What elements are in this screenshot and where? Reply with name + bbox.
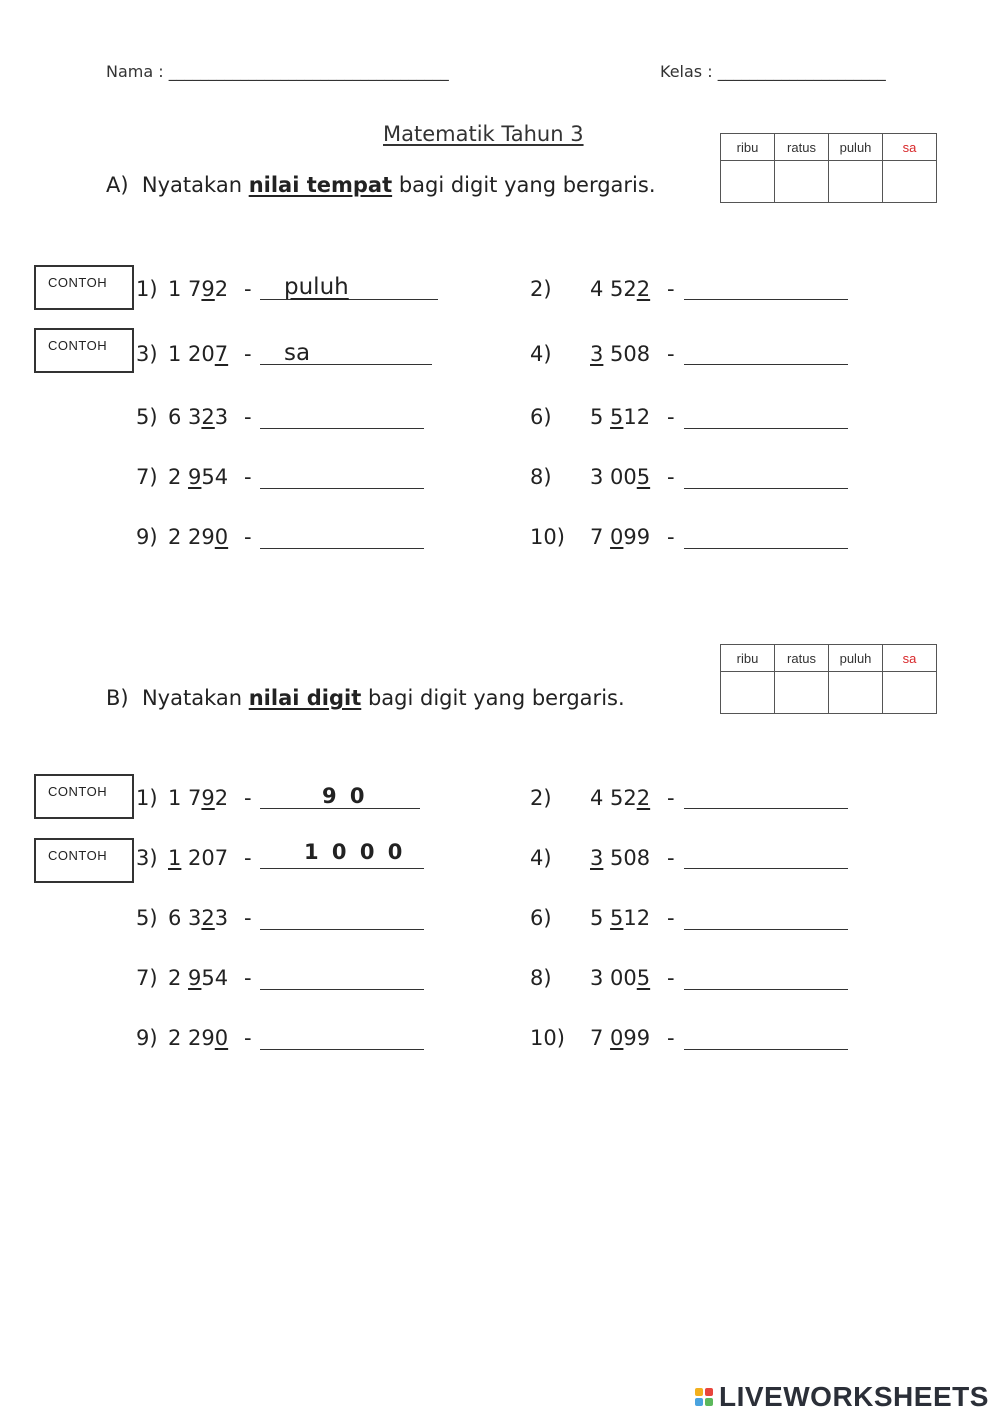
answer-blank-b9[interactable] [260,1049,424,1050]
pv-cell[interactable] [775,672,829,714]
section-b-instr-pre: Nyatakan [141,686,243,710]
pv-cell[interactable] [775,161,829,203]
answer-a1: puluh [284,274,349,300]
answer-blank-b1[interactable] [260,808,420,809]
answer-blank-b5[interactable] [260,929,424,930]
question-number: 3 005 [590,465,651,489]
pv-header-ribu: ribu [721,134,775,161]
answer-blank-b6[interactable] [684,929,848,930]
section-a-instruction [106,173,656,197]
example-box-b3: CONTOH [34,838,134,883]
question-number: 1 792 [168,277,229,301]
answer-blank-a7[interactable] [260,488,424,489]
pv-header-ratus: ratus [775,645,829,672]
section-b-letter: B) [106,686,129,710]
example-box-b1: CONTOH [34,774,134,819]
answer-b3: 1 0 0 0 [304,840,406,864]
pv-cell[interactable] [721,672,775,714]
question-number: 1 207 [168,846,229,870]
question-number: 3 508 [590,342,651,366]
answer-blank-b2[interactable] [684,808,848,809]
answer-blank-b3[interactable] [260,868,424,869]
pv-header-ratus: ratus [775,134,829,161]
pv-header-puluh: puluh [829,134,883,161]
page-title: Matematik Tahun 3 [383,122,584,146]
question-number: 4 522 [590,277,651,301]
question-number: 2 954 [168,966,229,990]
answer-blank-a9[interactable] [260,548,424,549]
answer-blank-a10[interactable] [684,548,848,549]
answer-blank-a2[interactable] [684,299,848,300]
example-box-a1: CONTOH [34,265,134,310]
pv-cell[interactable] [829,161,883,203]
answer-blank-a6[interactable] [684,428,848,429]
question-number: 2 290 [168,1026,229,1050]
question-number: 4 522 [590,786,651,810]
answer-b1: 9 0 [322,784,368,808]
question-number: 6 323 [168,405,229,429]
question-number: 2 954 [168,465,229,489]
question-number: 3 005 [590,966,651,990]
section-a-instr-bold: nilai tempat [248,173,393,197]
question-number: 6 323 [168,906,229,930]
name-field-label: Nama : ___________________________________ [106,62,449,81]
pv-cell[interactable] [721,161,775,203]
question-number: 1 792 [168,786,229,810]
answer-blank-b7[interactable] [260,989,424,990]
answer-blank-b4[interactable] [684,868,848,869]
section-a-letter: A) [106,173,129,197]
question-label: 1) [136,277,158,301]
pv-cell[interactable] [883,672,937,714]
answer-blank-b10[interactable] [684,1049,848,1050]
pv-header-sa: sa [883,134,937,161]
answer-blank-a5[interactable] [260,428,424,429]
liveworksheets-logo [695,1379,989,1415]
question-number: 3 508 [590,846,651,870]
answer-blank-b8[interactable] [684,989,848,990]
question-number: 1 207 [168,342,229,366]
class-field-label: Kelas : _____________________ [660,62,886,81]
pv-header-ribu: ribu [721,645,775,672]
pv-cell[interactable] [883,161,937,203]
question-number: 7 099 [590,1026,651,1050]
example-box-a3: CONTOH [34,328,134,373]
pv-cell[interactable] [829,672,883,714]
question-number: 2 290 [168,525,229,549]
liveworksheets-brand: LIVEWORKSHEETS [719,1381,989,1412]
section-b-instruction [106,686,625,710]
liveworksheets-logo-icon [695,1388,713,1406]
pv-header-puluh: puluh [829,645,883,672]
answer-blank-a4[interactable] [684,364,848,365]
answer-blank-a8[interactable] [684,488,848,489]
section-b-instr-bold: nilai digit [248,686,362,710]
answer-a3: sa [284,340,311,366]
section-b-instr-post: bagi digit yang bergaris. [367,686,625,710]
place-value-table-b [720,644,937,714]
question-number: 5 512 [590,405,651,429]
question-number: 5 512 [590,906,651,930]
question-number: 7 099 [590,525,651,549]
place-value-table-a [720,133,937,203]
section-a-instr-pre: Nyatakan [141,173,242,197]
section-a-instr-post: bagi digit yang bergaris. [398,173,656,197]
pv-header-sa: sa [883,645,937,672]
